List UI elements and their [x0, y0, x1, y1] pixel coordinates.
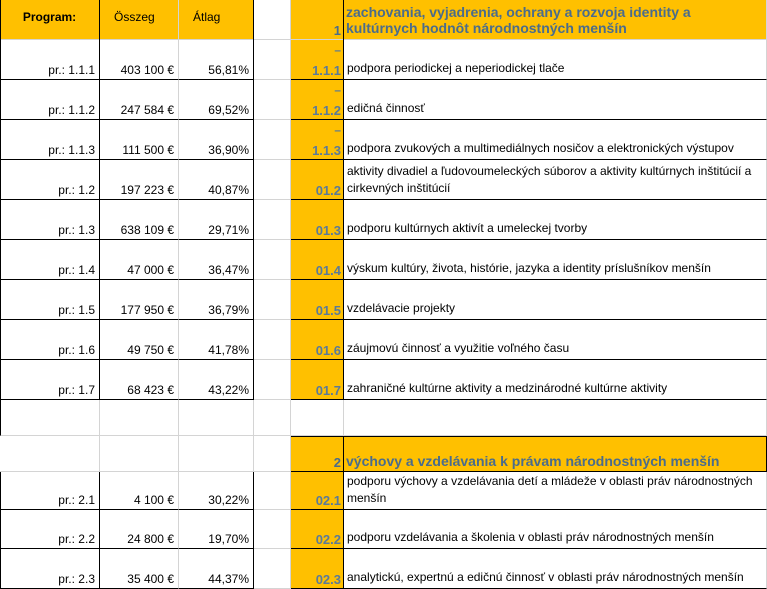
program-code-text: 1.1.2: [312, 103, 341, 118]
program-description[interactable]: výskum kultúry, života, histórie, jazyka a identity príslušníkov menšín: [344, 240, 767, 280]
program-code[interactable]: [291, 360, 344, 400]
amount-cell[interactable]: 47 000 €: [100, 240, 179, 280]
empty-cell[interactable]: [254, 360, 291, 400]
table-border: [343, 436, 344, 589]
amount-cell[interactable]: 111 500 €: [100, 120, 179, 160]
program-code[interactable]: [291, 510, 344, 549]
empty-cell[interactable]: [291, 400, 344, 436]
average-cell[interactable]: 44,37%: [179, 549, 254, 589]
program-code-text: 02.3: [315, 572, 341, 587]
program-description[interactable]: podpora zvukových a multimediálnych nosičov a elektronických výstupov: [344, 120, 767, 160]
program-description[interactable]: podpora periodickej a neperiodickej tlače: [344, 40, 767, 80]
program-code[interactable]: [291, 200, 344, 240]
program-code[interactable]: [291, 320, 344, 360]
average-cell[interactable]: 56,81%: [179, 40, 254, 80]
dash-mark: –: [334, 123, 341, 137]
program-cell[interactable]: pr.: 1.6: [0, 320, 100, 360]
empty-cell[interactable]: [179, 400, 254, 436]
program-code[interactable]: [291, 40, 344, 80]
program-code[interactable]: [291, 549, 344, 589]
empty-cell[interactable]: [0, 400, 100, 436]
program-cell[interactable]: pr.: 1.3: [0, 200, 100, 240]
program-description[interactable]: aktivity divadiel a ľudovoumeleckých súborov a aktivity kultúrnych inštitúcií a cirkevných inštitúcií: [344, 160, 767, 200]
table-border: [253, 472, 254, 589]
empty-cell[interactable]: [254, 320, 291, 360]
average-cell[interactable]: 41,78%: [179, 320, 254, 360]
program-code-text: 01.4: [315, 263, 341, 278]
program-description[interactable]: záujmovú činnosť a využitie voľného času: [344, 320, 767, 360]
program-code-text: 01.7: [315, 383, 341, 398]
program-code[interactable]: [291, 472, 344, 510]
program-code-text: 02.1: [315, 493, 341, 508]
table-border: [0, 472, 1, 589]
empty-cell[interactable]: [254, 280, 291, 320]
program-cell[interactable]: pr.: 1.2: [0, 160, 100, 200]
dash-mark: –: [334, 83, 341, 97]
program-cell[interactable]: pr.: 1.7: [0, 360, 100, 400]
average-cell[interactable]: 43,22%: [179, 360, 254, 400]
empty-cell[interactable]: [254, 40, 291, 80]
section-title[interactable]: [344, 436, 767, 472]
amount-cell[interactable]: 4 100 €: [100, 472, 179, 510]
table-border: [253, 0, 254, 400]
average-cell[interactable]: 69,52%: [179, 80, 254, 120]
section-title-text: zachovania, vyjadrenia, ochrany a rozvoja identity a kultúrnych hodnôt národnostných menšín: [346, 3, 691, 36]
program-cell[interactable]: pr.: 1.4: [0, 240, 100, 280]
dash-mark: –: [334, 43, 341, 57]
average-cell[interactable]: 36,47%: [179, 240, 254, 280]
average-cell[interactable]: 36,90%: [179, 120, 254, 160]
empty-cell[interactable]: [254, 436, 291, 472]
table-border: [0, 0, 1, 400]
program-cell[interactable]: pr.: 1.1.2: [0, 80, 100, 120]
empty-cell[interactable]: [179, 436, 254, 472]
amount-cell[interactable]: 247 584 €: [100, 80, 179, 120]
amount-cell[interactable]: 177 950 €: [100, 280, 179, 320]
empty-cell[interactable]: [254, 549, 291, 589]
empty-cell[interactable]: [254, 80, 291, 120]
amount-cell[interactable]: 403 100 €: [100, 40, 179, 80]
program-code[interactable]: [291, 120, 344, 160]
empty-cell[interactable]: [254, 240, 291, 280]
program-description[interactable]: zahraničné kultúrne aktivity a medzinárodné kultúrne aktivity: [344, 360, 767, 400]
empty-cell[interactable]: [254, 120, 291, 160]
program-cell[interactable]: pr.: 1.1.1: [0, 40, 100, 80]
program-code[interactable]: [291, 80, 344, 120]
average-cell[interactable]: 19,70%: [179, 510, 254, 549]
program-description[interactable]: vzdelávacie projekty: [344, 280, 767, 320]
average-cell[interactable]: 29,71%: [179, 200, 254, 240]
program-description[interactable]: podporu výchovy a vzdelávania detí a mládeže v oblasti práv národnostných menšín: [344, 472, 767, 510]
header-osszeg[interactable]: Összeg: [100, 0, 179, 40]
empty-cell[interactable]: [100, 400, 179, 436]
average-cell[interactable]: 30,22%: [179, 472, 254, 510]
header-program[interactable]: Program:: [0, 0, 100, 40]
program-cell[interactable]: pr.: 2.3: [0, 549, 100, 589]
program-description[interactable]: podporu kultúrnych aktivít a umeleckej tvorby: [344, 200, 767, 240]
average-cell[interactable]: 36,79%: [179, 280, 254, 320]
amount-cell[interactable]: 638 109 €: [100, 200, 179, 240]
average-cell[interactable]: 40,87%: [179, 160, 254, 200]
empty-cell[interactable]: [344, 400, 767, 436]
section-title-text: výchovy a vzdelávania k právam národnostných menšín: [346, 453, 720, 469]
empty-cell[interactable]: [254, 0, 291, 40]
amount-cell[interactable]: 49 750 €: [100, 320, 179, 360]
program-code-text: 01.5: [315, 303, 341, 318]
program-code-text: 01.6: [315, 343, 341, 358]
amount-cell[interactable]: 197 223 €: [100, 160, 179, 200]
table-border: [99, 472, 100, 589]
empty-cell[interactable]: [254, 160, 291, 200]
program-code-text: 1.1.1: [312, 63, 341, 78]
program-cell[interactable]: pr.: 1.5: [0, 280, 100, 320]
program-code[interactable]: [291, 240, 344, 280]
amount-cell[interactable]: 68 423 €: [100, 360, 179, 400]
program-description[interactable]: analytickú, expertnú a edičnú činnosť v oblasti práv národnostných menšín: [344, 549, 767, 589]
empty-cell[interactable]: [254, 400, 291, 436]
program-code-text: 02.2: [315, 532, 341, 547]
program-code-text: 01.3: [315, 223, 341, 238]
amount-cell[interactable]: 24 800 €: [100, 510, 179, 549]
table-border: [99, 0, 100, 400]
program-code-text: 01.2: [315, 183, 341, 198]
empty-cell[interactable]: [254, 200, 291, 240]
program-code-text: 1.1.3: [312, 143, 341, 158]
program-code[interactable]: [291, 280, 344, 320]
program-cell[interactable]: pr.: 2.2: [0, 510, 100, 549]
amount-cell[interactable]: 35 400 €: [100, 549, 179, 589]
section-number[interactable]: 2: [291, 436, 344, 472]
empty-cell[interactable]: [0, 436, 100, 472]
header-atlag[interactable]: Átlag: [179, 0, 254, 40]
section-title[interactable]: [344, 0, 767, 40]
program-code[interactable]: [291, 160, 344, 200]
empty-cell[interactable]: [100, 436, 179, 472]
program-description[interactable]: edičná činnosť: [344, 80, 767, 120]
program-description[interactable]: podporu vzdelávania a školenia v oblasti práv národnostných menšín: [344, 510, 767, 549]
program-cell[interactable]: pr.: 2.1: [0, 472, 100, 510]
empty-cell[interactable]: [254, 472, 291, 510]
empty-cell[interactable]: [254, 510, 291, 549]
table-border: [343, 0, 344, 400]
program-cell[interactable]: pr.: 1.1.3: [0, 120, 100, 160]
section-number[interactable]: 1: [291, 0, 344, 40]
